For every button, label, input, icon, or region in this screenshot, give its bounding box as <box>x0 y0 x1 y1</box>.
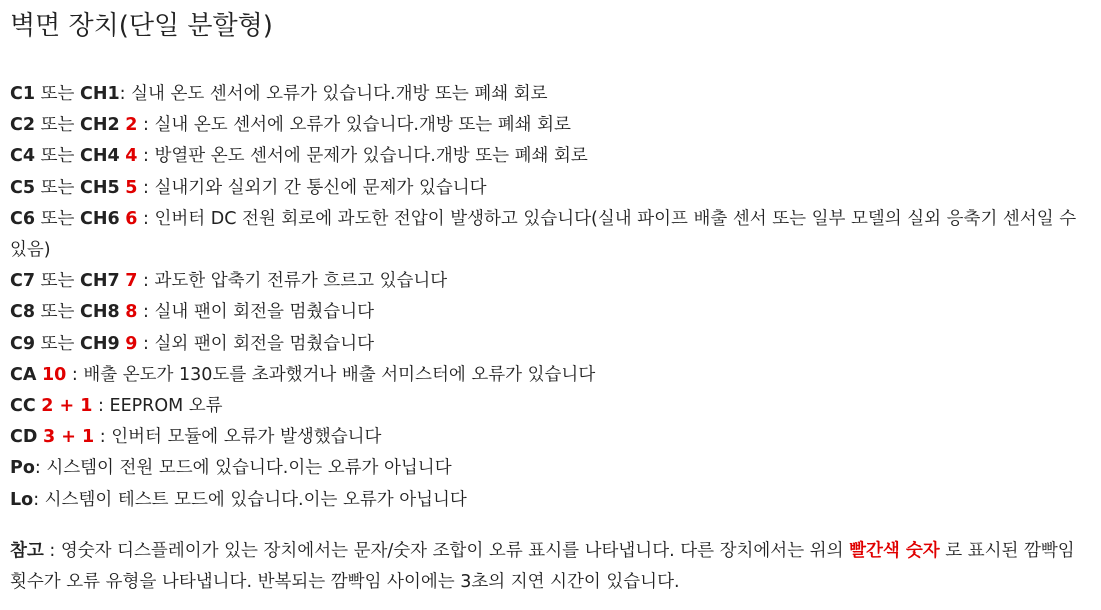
error-code-row <box>10 173 1091 204</box>
note-paragraph <box>10 536 1091 599</box>
error-code: C1 <box>10 84 36 104</box>
error-code-row <box>10 110 1091 141</box>
error-code: CD <box>10 427 38 448</box>
error-code-list <box>10 79 1091 516</box>
code-separator: 또는 <box>40 84 75 104</box>
error-code-alt: CH7 <box>80 271 120 292</box>
code-description: : 과도한 압축기 전류가 흐르고 있습니다 <box>143 271 448 292</box>
note-label: 참고 <box>10 540 44 561</box>
error-code-alt: CH1 <box>80 84 120 104</box>
error-code-row <box>10 329 1091 360</box>
error-code: C8 <box>10 302 36 323</box>
error-code-row <box>10 204 1091 266</box>
code-description: : 실내 온도 센서에 오류가 있습니다.개방 또는 폐쇄 회로 <box>119 84 548 104</box>
code-separator: 또는 <box>40 146 75 167</box>
code-description: : 실내 온도 센서에 오류가 있습니다.개방 또는 폐쇄 회로 <box>143 115 571 136</box>
error-code-alt: CH8 <box>80 302 120 323</box>
error-code-alt: CH2 <box>80 115 120 136</box>
code-separator: 또는 <box>40 271 75 292</box>
error-code-row <box>10 141 1091 172</box>
blink-count: 5 <box>125 177 138 198</box>
blink-count: 2 <box>125 115 138 136</box>
error-code-row <box>10 453 1091 484</box>
error-code: C2 <box>10 115 36 136</box>
error-code-alt: CH4 <box>80 146 120 167</box>
blink-count: 2 + 1 <box>41 396 93 417</box>
error-code-row <box>10 422 1091 453</box>
code-description: : 실내 팬이 회전을 멈췄습니다 <box>143 302 375 323</box>
blink-count: 4 <box>125 146 138 167</box>
error-code: CC <box>10 396 36 417</box>
code-separator: 또는 <box>40 208 75 229</box>
code-separator: 또는 <box>40 302 75 323</box>
error-code: Po <box>10 458 35 479</box>
error-code-row <box>10 485 1091 516</box>
error-code: C4 <box>10 146 36 167</box>
code-description: : 시스템이 전원 모드에 있습니다.이는 오류가 아닙니다 <box>34 458 452 479</box>
blink-count: 7 <box>125 271 138 292</box>
blink-count: 3 + 1 <box>42 427 95 448</box>
blink-count: 8 <box>125 302 138 323</box>
error-code-alt: CH5 <box>80 177 120 198</box>
code-description: : 실내기와 실외기 간 통신에 문제가 있습니다 <box>143 177 487 198</box>
page-title: 벽면 장치(단일 분할형) <box>10 11 273 41</box>
blink-count: 10 <box>41 364 67 385</box>
error-code: C5 <box>10 177 36 198</box>
code-separator: 또는 <box>40 333 75 354</box>
error-code: C7 <box>10 271 36 292</box>
blink-count: 9 <box>125 333 138 354</box>
code-separator: 또는 <box>40 177 75 198</box>
code-description: : 인버터 DC 전원 회로에 과도한 전압이 발생하고 있습니다(실내 파이프 배출 센서 또는 일부 모델의 실외 응축기 센서일 수 있음) <box>10 208 1077 261</box>
error-code-alt: CH9 <box>80 333 120 354</box>
blink-count: 6 <box>125 208 138 229</box>
code-description: : EEPROM 오류 <box>98 396 223 417</box>
code-separator: 또는 <box>40 115 75 136</box>
error-code: C6 <box>10 208 36 229</box>
note-text-before: : 영숫자 디스플레이가 있는 장치에서는 문자/숫자 조합이 오류 표시를 나타냅니다. 다른 장치에서는 위의 <box>43 540 850 561</box>
error-code-row <box>10 266 1091 297</box>
code-description: : 인버터 모듈에 오류가 발생했습니다 <box>99 427 382 448</box>
error-code: CA <box>10 364 37 385</box>
error-code: Lo <box>10 489 34 510</box>
error-code-alt: CH6 <box>80 208 120 229</box>
error-code-row <box>10 79 1091 110</box>
error-code-row <box>10 391 1091 422</box>
code-description: : 시스템이 테스트 모드에 있습니다.이는 오류가 아닙니다 <box>33 489 467 510</box>
error-code-row <box>10 360 1091 391</box>
code-description: : 방열판 온도 센서에 문제가 있습니다.개방 또는 폐쇄 회로 <box>143 146 588 167</box>
code-description: : 실외 팬이 회전을 멈췄습니다 <box>143 333 375 354</box>
note-highlight: 빨간색 숫자 <box>849 540 940 561</box>
code-description: : 배출 온도가 130도를 초과했거나 배출 서미스터에 오류가 있습니다 <box>71 364 596 385</box>
note-text-after: 로 표시된 깜빡임 횟수가 오류 유형을 나타냅니다. 반복되는 깜빡임 사이에는 3초의 지연 시간이 있습니다. <box>10 540 1075 593</box>
error-code: C9 <box>10 333 36 354</box>
error-code-row <box>10 297 1091 328</box>
